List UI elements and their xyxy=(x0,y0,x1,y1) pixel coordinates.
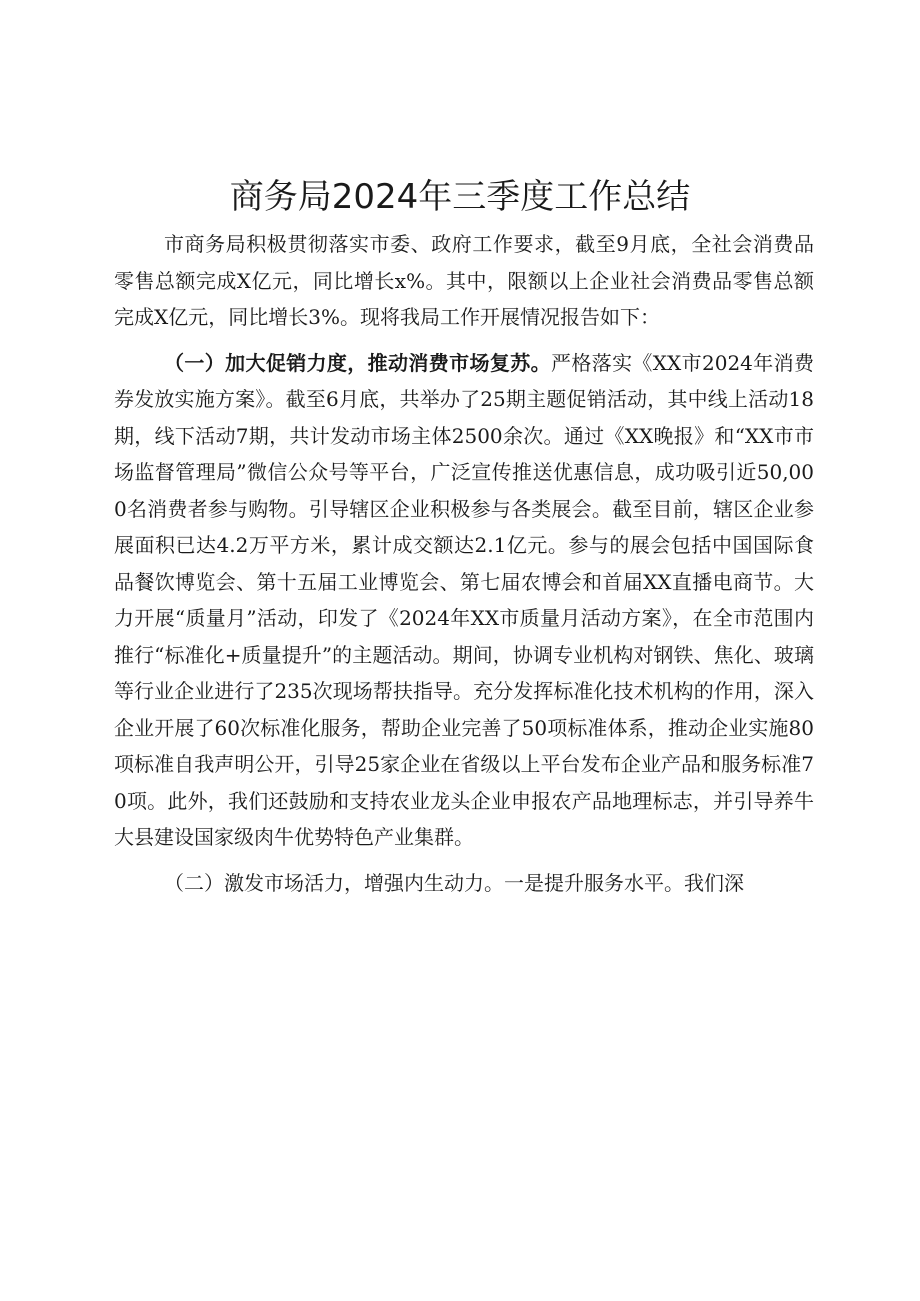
paragraph-section-2 xyxy=(114,865,814,902)
paragraph-intro-text: 市商务局积极贯彻落实市委、政府工作要求，截至9月底，全社会消费品零售总额完成X亿元，同比增长x%。其中，限额以上企业社会消费品零售总额完成X亿元，同比增长3%。现将我局工作开展情况报告如下： xyxy=(114,232,814,329)
document-body xyxy=(114,226,814,901)
section-1-heading: （一）加大促销力度，推动消费市场复苏。 xyxy=(164,350,551,375)
section-1-text: 严格落实《XX市2024年消费券发放实施方案》。截至6月底，共举办了25期主题促销活动，其中线上活动18期，线下活动7期，共计发动市场主体2500余次。通过《XX晚报》和“XX市市场监督管理局”微信公众号等平台，广泛宣传推送优惠信息，成功吸引近50,000名消费者参与购物。引导辖区企业积极参与各类展会。截至目前，辖区企业参展面积已达4.2万平方米，累计成交额达2.1亿元。参与的展会包括中国国际食品餐饮博览会、第十五届工业博览会、第七届农博会和首届XX直播电商节。大力开展“质量月”活动，印发了《2024年XX市质量月活动方案》，在全市范围内推行“标准化+质量提升”的主题活动。期间，协调专业机构对钢铁、焦化、玻璃等行业企业进行了235次现场帮扶指导。充分发挥标准化技术机构的作用，深入企业开展了60次标准化服务，帮助企业完善了50项标准体系，推动企业实施80项标准自我声明公开，引导25家企业在省级以上平台发布企业产品和服务标准70项。此外，我们还鼓励和支持农业龙头企业申报农产品地理标志，并引导养牛大县建设国家级肉牛优势特色产业集群。 xyxy=(114,350,815,849)
section-2-text: （二）激发市场活力，增强内生动力。一是提升服务水平。我们深 xyxy=(164,870,744,895)
paragraph-section-1 xyxy=(114,345,814,856)
document-title: 商务局2024年三季度工作总结 xyxy=(229,177,691,217)
paragraph-intro xyxy=(114,226,814,336)
